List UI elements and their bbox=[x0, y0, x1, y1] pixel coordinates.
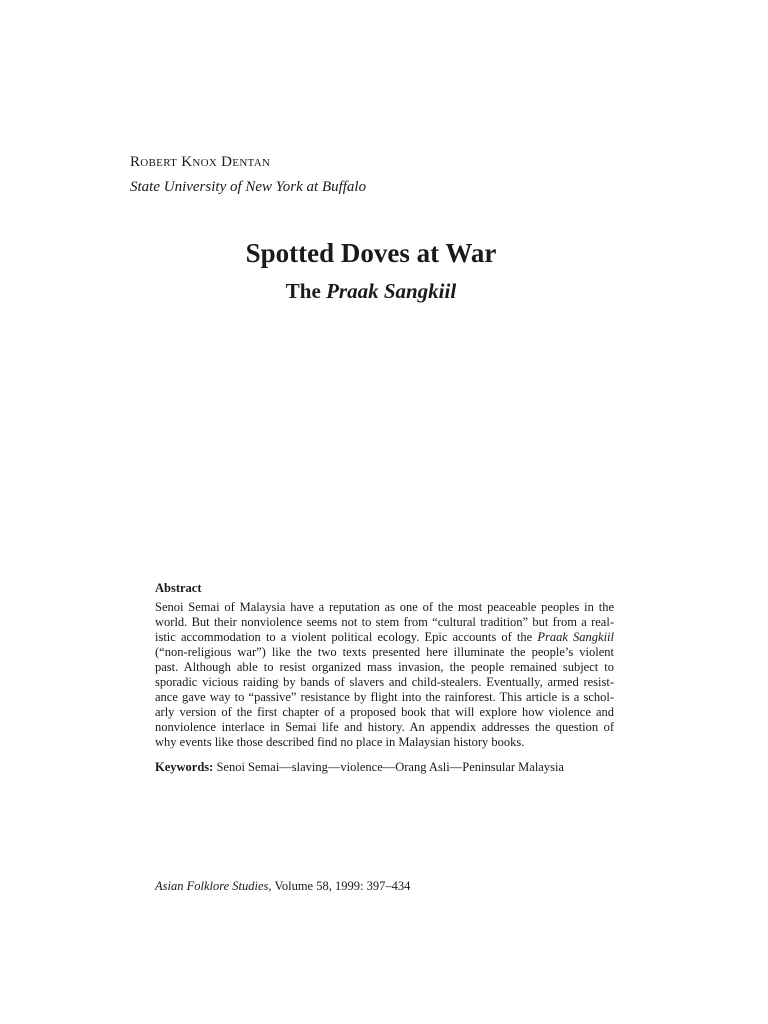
abstract-line: nonviolence interlace in Semai life and history. An appendix addresses the question of bbox=[155, 720, 614, 734]
abstract-line: world. But their nonviolence seems not to stem from “cultural tradition” but from a real- bbox=[155, 615, 614, 629]
keywords-label: Keywords: bbox=[155, 760, 214, 774]
abstract-line: past. Although able to resist organized mass invasion, the people remained subject to bbox=[155, 660, 614, 674]
author-name bbox=[130, 152, 270, 172]
citation-details: , Volume 58, 1999: 397–434 bbox=[268, 879, 411, 893]
abstract-line: (“non-religious war”) like the two texts presented here illuminate the people’s violent bbox=[155, 645, 614, 659]
abstract-italic-term: Praak Sangkiil bbox=[537, 630, 614, 644]
journal-citation bbox=[155, 878, 410, 894]
subtitle-prefix: The bbox=[285, 279, 321, 303]
journal-name: Asian Folklore Studies bbox=[155, 879, 269, 893]
article-title: Spotted Doves at War bbox=[245, 238, 497, 268]
keywords-text: Senoi Semai—slaving—violence—Orang Asli—Peninsular Malaysia bbox=[216, 760, 564, 774]
abstract-body bbox=[155, 600, 614, 750]
abstract-line: ance gave way to “passive” resistance by flight into the rainforest. This article is a schol- bbox=[155, 690, 614, 704]
abstract-line: Senoi Semai of Malaysia have a reputation as one of the most peaceable peoples in the bbox=[155, 600, 614, 614]
abstract-line: sporadic vicious raiding by bands of slavers and child-stealers. Eventually, armed resist- bbox=[155, 675, 614, 689]
keywords bbox=[155, 759, 564, 775]
abstract-line: arly version of the first chapter of a proposed book that will explore how violence and bbox=[155, 705, 614, 719]
author-affiliation: State University of New York at Buffalo bbox=[130, 179, 367, 195]
abstract-line: why events like those described find no place in Malaysian history books. bbox=[155, 735, 525, 749]
article-subtitle bbox=[0, 277, 742, 305]
abstract-line: istic accommodation to a violent political ecology. Epic accounts of the Praak Sangkiil bbox=[155, 630, 614, 644]
author-name-text: Robert Knox Dentan bbox=[130, 154, 271, 170]
abstract-heading: Abstract bbox=[155, 581, 202, 595]
subtitle-italic: Praak Sangkiil bbox=[326, 279, 457, 303]
